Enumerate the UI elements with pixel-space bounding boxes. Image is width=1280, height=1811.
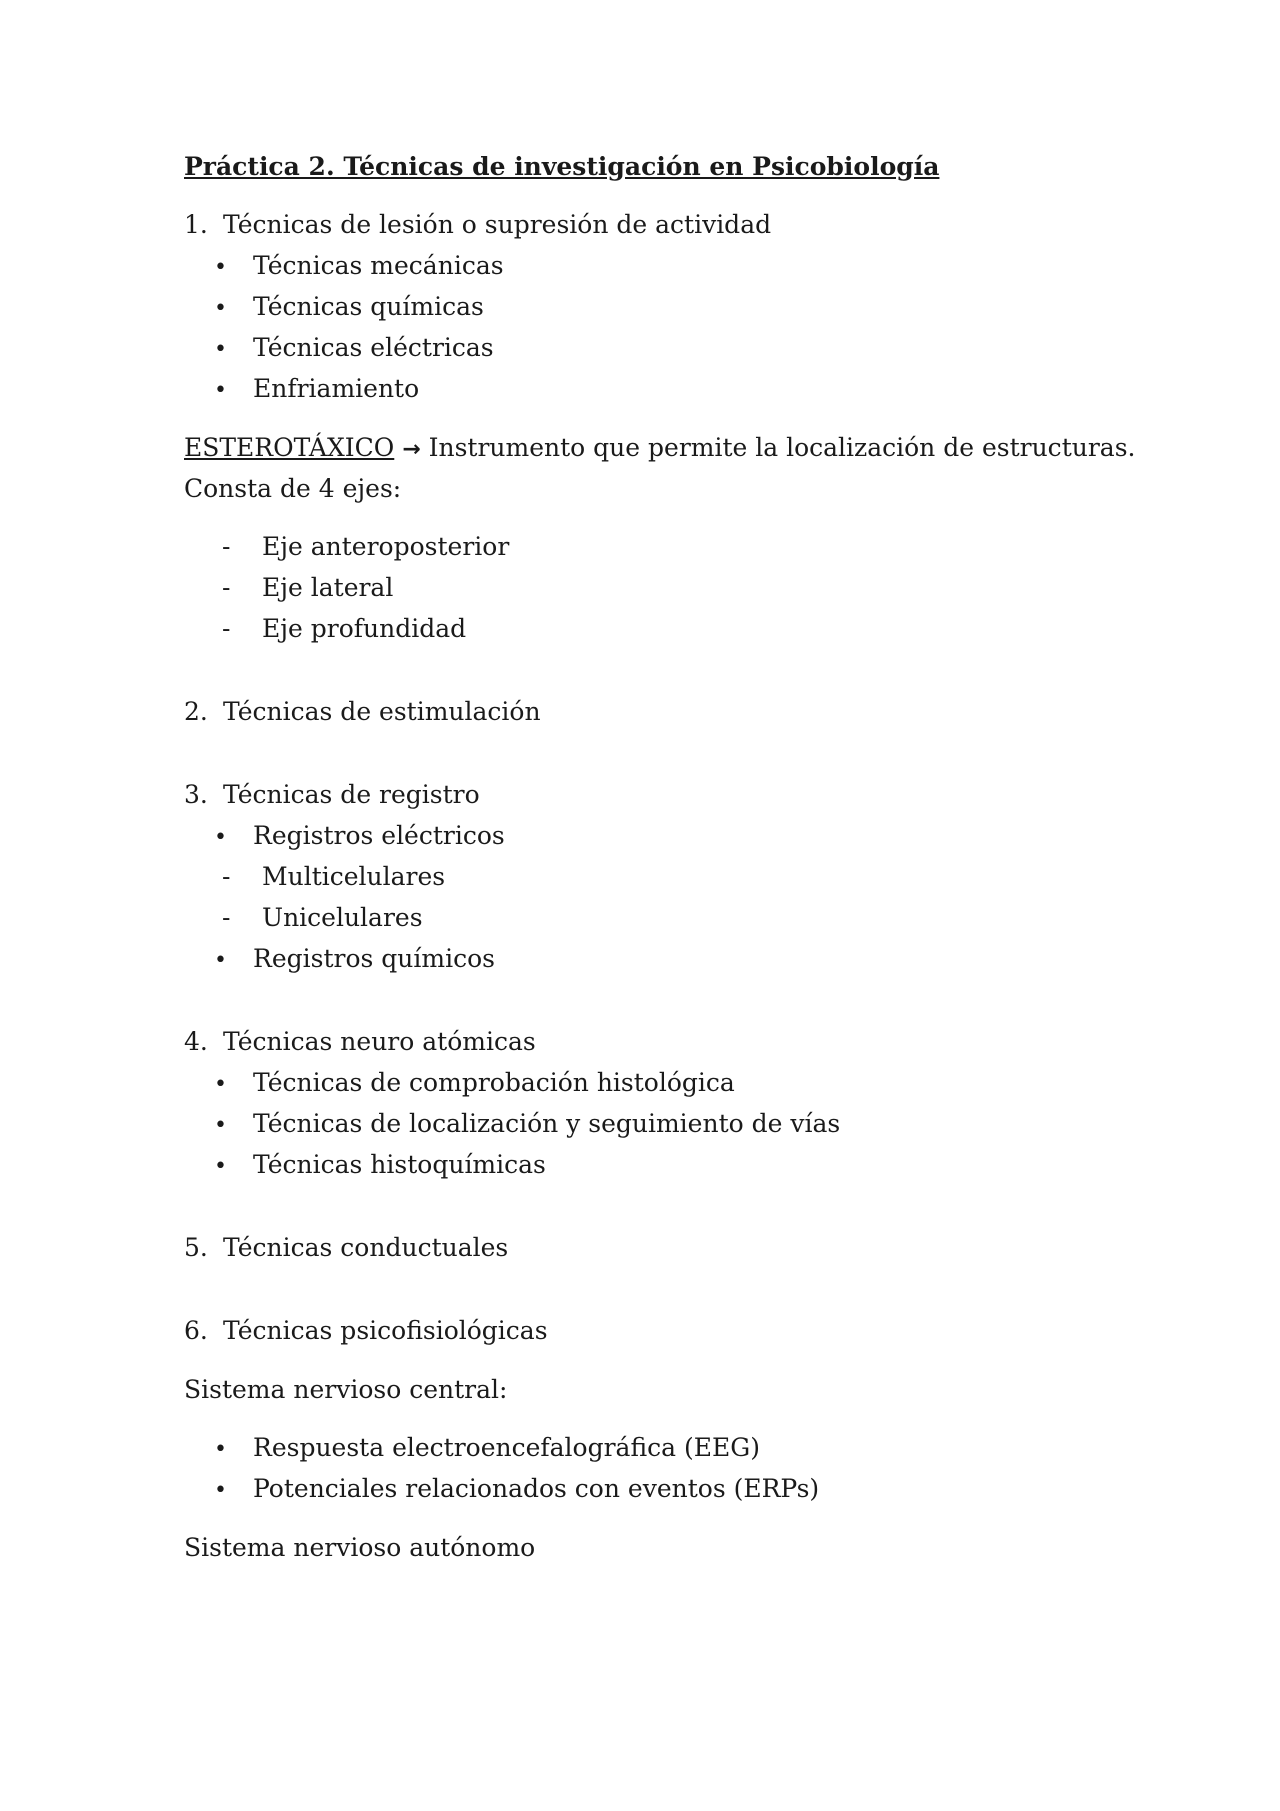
page-title: Práctica 2. Técnicas de investigación en Psicobiología	[184, 152, 940, 181]
bullet-icon: •	[214, 337, 227, 362]
list-item	[214, 1109, 840, 1141]
section-3-heading	[184, 780, 480, 810]
section-heading-text: Técnicas neuro atómicas	[223, 1027, 536, 1056]
list-item-text: Registros químicos	[253, 944, 495, 973]
list-item	[214, 292, 484, 324]
bullet-icon: •	[214, 378, 227, 403]
list-item-text: Multicelulares	[262, 862, 446, 891]
bullet-icon: •	[214, 1437, 227, 1462]
list-item-text: Enfriamiento	[253, 374, 420, 403]
bullet-icon: •	[214, 948, 227, 973]
list-item-text: Técnicas de localización y seguimiento de vías	[253, 1109, 841, 1138]
list-item	[222, 532, 509, 562]
list-item	[214, 1474, 819, 1506]
section-number: 5.	[184, 1233, 208, 1262]
section-heading-text: Técnicas de lesión o supresión de actividad	[223, 210, 772, 239]
arrow-right-icon: →	[402, 437, 421, 462]
section-number: 4.	[184, 1027, 208, 1056]
section-6-heading	[184, 1316, 548, 1346]
bullet-icon: •	[214, 1072, 227, 1097]
snc-label: Sistema nervioso central:	[184, 1375, 508, 1404]
list-item	[214, 1150, 546, 1182]
section-heading-text: Técnicas de registro	[223, 780, 480, 809]
estereotaxico-definition	[184, 433, 1135, 465]
list-item	[214, 251, 504, 283]
section-2-heading	[184, 697, 541, 727]
definition-term: ESTEROTÁXICO	[184, 433, 395, 462]
dash-icon: -	[222, 862, 231, 891]
section-heading-text: Técnicas conductuales	[223, 1233, 509, 1262]
bullet-icon: •	[214, 1154, 227, 1179]
section-heading-text: Técnicas de estimulación	[223, 697, 541, 726]
list-item	[222, 903, 423, 933]
list-item-text: Respuesta electroencefalográfica (EEG)	[253, 1433, 760, 1462]
dash-icon: -	[222, 903, 231, 932]
list-item	[222, 862, 445, 892]
dash-icon: -	[222, 532, 231, 561]
list-item	[214, 1068, 735, 1100]
sna-label: Sistema nervioso autónomo	[184, 1533, 536, 1562]
list-item	[214, 821, 505, 853]
list-item-text: Técnicas químicas	[253, 292, 484, 321]
list-item-text: Potenciales relacionados con eventos (ERPs)	[253, 1474, 820, 1503]
section-4-heading	[184, 1027, 536, 1057]
list-item	[222, 614, 466, 644]
definition-text: Instrumento que permite la localización de estructuras.	[420, 433, 1136, 462]
list-item-text: Técnicas eléctricas	[253, 333, 494, 362]
list-item-text: Unicelulares	[262, 903, 423, 932]
list-item-text: Técnicas de comprobación histológica	[253, 1068, 735, 1097]
section-number: 2.	[184, 697, 208, 726]
list-item-text: Eje profundidad	[262, 614, 467, 643]
list-item-text: Técnicas mecánicas	[253, 251, 504, 280]
list-item-text: Técnicas histoquímicas	[253, 1150, 546, 1179]
section-1-heading	[184, 210, 771, 240]
bullet-icon: •	[214, 825, 227, 850]
axes-intro: Consta de 4 ejes:	[184, 474, 402, 503]
bullet-icon: •	[214, 1113, 227, 1138]
bullet-icon: •	[214, 1478, 227, 1503]
section-number: 1.	[184, 210, 208, 239]
dash-icon: -	[222, 573, 231, 602]
section-number: 3.	[184, 780, 208, 809]
section-heading-text: Técnicas psicofisiológicas	[223, 1316, 548, 1345]
section-5-heading	[184, 1233, 508, 1263]
section-number: 6.	[184, 1316, 208, 1345]
list-item	[214, 333, 494, 365]
list-item-text: Eje anteroposterior	[262, 532, 510, 561]
dash-icon: -	[222, 614, 231, 643]
bullet-icon: •	[214, 255, 227, 280]
list-item-text: Eje lateral	[262, 573, 394, 602]
list-item	[214, 944, 495, 976]
list-item	[222, 573, 393, 603]
list-item	[214, 1433, 760, 1465]
list-item	[214, 374, 419, 406]
bullet-icon: •	[214, 296, 227, 321]
list-item-text: Registros eléctricos	[253, 821, 505, 850]
